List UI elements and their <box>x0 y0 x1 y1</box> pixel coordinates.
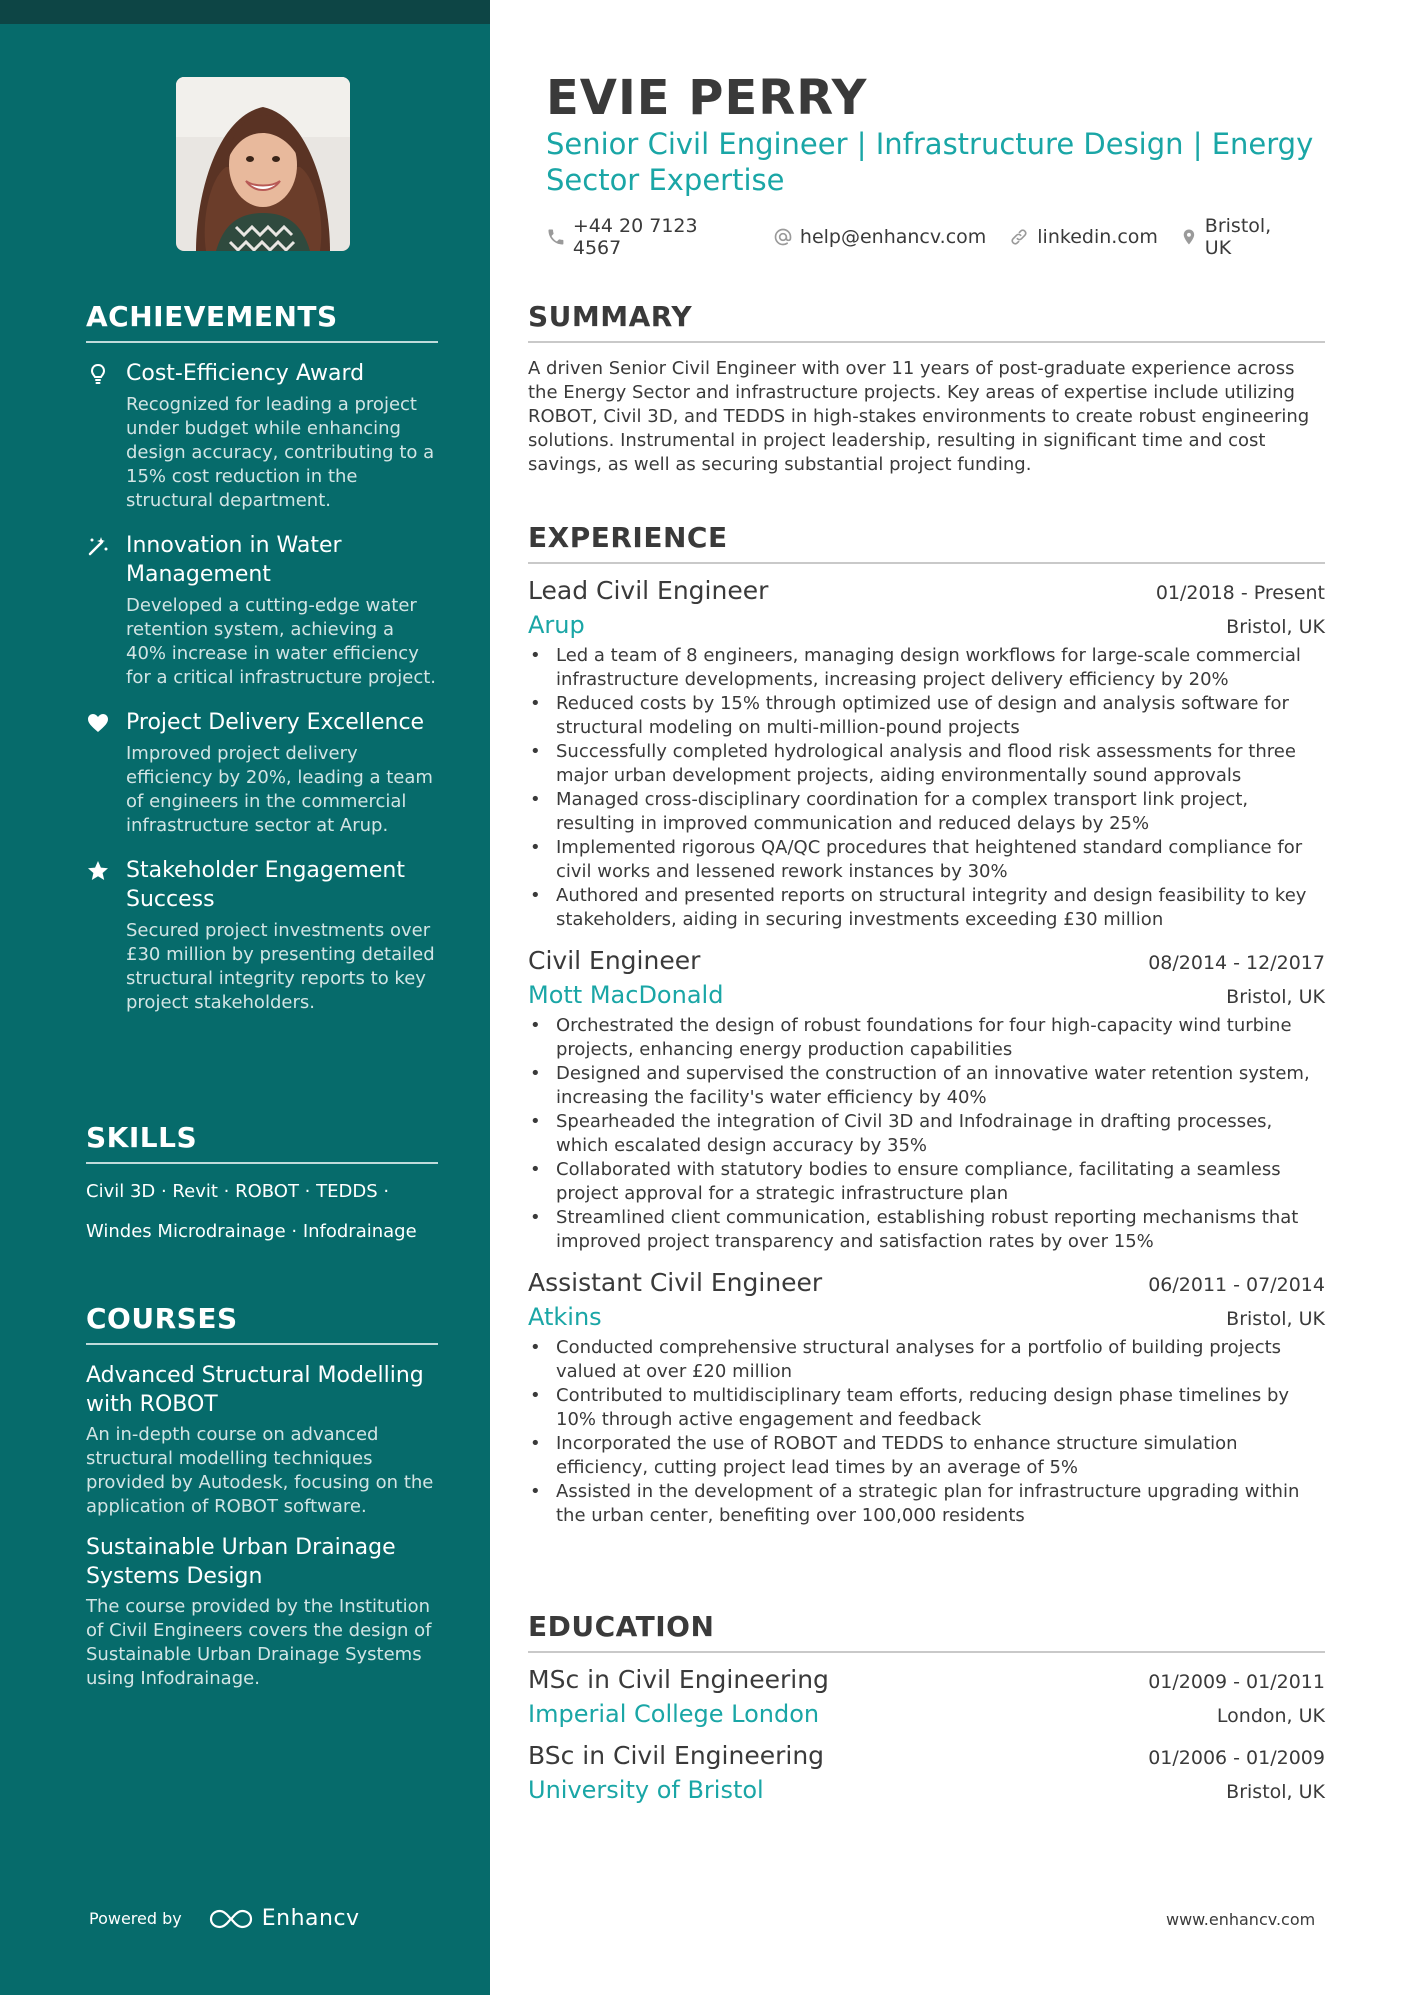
infinity-icon <box>208 1907 254 1931</box>
education-location: Bristol, UK <box>1226 1781 1325 1803</box>
contact-bar <box>546 215 1325 259</box>
job-date: 06/2011 - 07/2014 <box>1148 1274 1325 1296</box>
job-title: Civil Engineer <box>528 946 701 975</box>
courses-title: COURSES <box>86 1302 438 1345</box>
job-location: Bristol, UK <box>1226 1308 1325 1330</box>
job-bullet: • Conducted comprehensive structural analyses for a portfolio of building projects valued at over £20 million <box>528 1336 1325 1384</box>
course-desc: The course provided by the Institution of Civil Engineers covers the design of Sustainable Urban Drainage Systems using Infodrainage. <box>86 1596 432 1689</box>
skills-line: Windes Microdrainage · Infodrainage <box>86 1221 417 1242</box>
contact-location-text: Bristol, UK <box>1204 215 1272 259</box>
job-bullet: • Successfully completed hydrological analysis and flood risk assessments for three major urban development projects, aiding environmentally sound approvals <box>528 740 1325 788</box>
achievement-desc: Developed a cutting-edge water retention system, achieving a 40% increase in water efficiency for a critical infrastructure project. <box>126 595 437 688</box>
job-bullets <box>528 1336 1325 1528</box>
achievement-item <box>86 708 438 838</box>
education-entry <box>528 1663 1325 1731</box>
job-bullet: • Incorporated the use of ROBOT and TEDDS to enhance structure simulation efficiency, cutting project lead times by an average of 5% <box>528 1432 1325 1480</box>
lightbulb-icon <box>86 362 110 386</box>
job-title: Lead Civil Engineer <box>528 576 769 605</box>
job-location: Bristol, UK <box>1226 616 1325 638</box>
education-school: Imperial College London <box>528 1700 820 1728</box>
skills-line: Civil 3D · Revit · ROBOT · TEDDS · <box>86 1181 390 1202</box>
sidebar-top-band <box>0 0 490 24</box>
contact-phone-text: +44 20 7123 4567 <box>572 215 698 259</box>
job-bullet: • Authored and presented reports on structural integrity and design feasibility to key stakeholders, aiding in securing investments exceeding £30 million <box>528 884 1325 932</box>
achievement-desc: Secured project investments over £30 million by presenting detailed structural integrity reports to key project stakeholders. <box>126 920 435 1013</box>
job-date: 08/2014 - 12/2017 <box>1148 952 1325 974</box>
courses-section <box>86 1302 438 1691</box>
achievement-item <box>86 359 438 513</box>
summary-text: A driven Senior Civil Engineer with over 11 years of post-graduate experience across the Energy Sector and infrastructure projects. Key areas of expertise include utilizing ROBOT, Civil 3D, and TEDDS in high-stakes environments to create robust engineering solutions. Instrumental in project leadership, resulting in significant time and cost savings, as well as securing substantial project funding. <box>528 358 1310 475</box>
course-title: Sustainable Urban Drainage Systems Design <box>86 1535 396 1589</box>
job-company: Arup <box>528 611 585 639</box>
job-bullet: • Implemented rigorous QA/QC procedures that heightened standard compliance for civil works and lessened rework instances by 30% <box>528 836 1325 884</box>
course-title: Advanced Structural Modelling with ROBOT <box>86 1363 424 1417</box>
job-bullet: • Designed and supervised the construction of an innovative water retention system, increasing the facility's water efficiency by 40% <box>528 1062 1325 1110</box>
education-date: 01/2009 - 01/2011 <box>1148 1671 1325 1693</box>
education-title: EDUCATION <box>528 1610 1325 1653</box>
course-item <box>86 1361 438 1519</box>
achievement-desc: Improved project delivery efficiency by 20%, leading a team of engineers in the commercial infrastructure sector at Arup. <box>126 743 433 836</box>
education-school: University of Bristol <box>528 1776 764 1804</box>
enhancv-brand: Enhancv <box>261 1906 360 1931</box>
summary-title: SUMMARY <box>528 300 1325 343</box>
education-location: London, UK <box>1216 1705 1325 1727</box>
location-pin-icon <box>1180 226 1198 248</box>
education-date: 01/2006 - 01/2009 <box>1148 1747 1325 1769</box>
powered-by <box>89 1906 360 1931</box>
enhancv-logo[interactable] <box>208 1906 360 1931</box>
heart-icon <box>86 711 110 735</box>
achievement-item <box>86 856 438 1015</box>
experience-section <box>528 521 1325 1528</box>
sidebar <box>0 0 490 1995</box>
job-bullet: • Assisted in the development of a strategic plan for infrastructure upgrading within the urban center, benefiting over 100,000 residents <box>528 1480 1325 1528</box>
job-bullet: • Streamlined client communication, establishing robust reporting mechanisms that improved project transparency and satisfaction rates by over 15% <box>528 1206 1325 1254</box>
education-degree: MSc in Civil Engineering <box>528 1665 829 1694</box>
job-bullet: • Collaborated with statutory bodies to ensure compliance, facilitating a seamless project approval for a strategic infrastructure plan <box>528 1158 1325 1206</box>
contact-email[interactable] <box>773 226 986 248</box>
course-item <box>86 1533 438 1691</box>
experience-title: EXPERIENCE <box>528 521 1325 564</box>
education-degree: BSc in Civil Engineering <box>528 1741 825 1770</box>
job-bullets <box>528 644 1325 932</box>
phone-icon <box>546 227 566 247</box>
job-entry <box>528 1266 1325 1528</box>
job-entry <box>528 574 1325 932</box>
achievement-title: Cost-Efficiency Award <box>126 361 365 386</box>
achievement-title: Stakeholder Engagement Success <box>126 858 405 912</box>
course-desc: An in-depth course on advanced structural modelling techniques provided by Autodesk, focusing on the application of ROBOT software. <box>86 1424 434 1517</box>
education-section <box>528 1610 1325 1807</box>
contact-phone[interactable] <box>546 215 751 259</box>
achievement-item <box>86 531 438 690</box>
summary-section <box>528 300 1325 477</box>
website-link[interactable]: www.enhancv.com <box>1166 1910 1316 1929</box>
profile-photo-icon <box>176 77 350 251</box>
job-bullet: • Orchestrated the design of robust foundations for four high-capacity wind turbine projects, enhancing energy production capabilities <box>528 1014 1325 1062</box>
job-bullets <box>528 1014 1325 1254</box>
job-title: Assistant Civil Engineer <box>528 1268 823 1297</box>
job-entry <box>528 944 1325 1254</box>
skills-title: SKILLS <box>86 1121 438 1164</box>
job-bullet: • Reduced costs by 15% through optimized use of design and analysis software for structural modeling on multi-million-pound projects <box>528 692 1325 740</box>
job-bullet: • Contributed to multidisciplinary team efforts, reducing design phase timelines by 10% through active engagement and feedback <box>528 1384 1325 1432</box>
skills-section <box>86 1121 438 1252</box>
achievements-title: ACHIEVEMENTS <box>86 300 438 343</box>
achievement-title: Innovation in Water Management <box>126 533 342 587</box>
job-bullet: • Spearheaded the integration of Civil 3D and Infodrainage in drafting processes, which escalated design accuracy by 35% <box>528 1110 1325 1158</box>
job-bullet: • Managed cross-disciplinary coordination for a complex transport link project, resulting in improved communication and reduced delays by 25% <box>528 788 1325 836</box>
link-icon <box>1008 227 1030 247</box>
contact-linkedin-text: linkedin.com <box>1037 226 1158 248</box>
at-icon <box>773 227 793 247</box>
profile-photo <box>176 77 350 251</box>
job-bullet: • Led a team of 8 engineers, managing design workflows for large-scale commercial infrastructure developments, increasing project delivery efficiency by 20% <box>528 644 1325 692</box>
achievement-desc: Recognized for leading a project under budget while enhancing design accuracy, contributing to a 15% cost reduction in the structural department. <box>126 394 435 511</box>
wand-icon <box>86 534 110 558</box>
achievement-title: Project Delivery Excellence <box>126 710 425 735</box>
contact-email-text: help@enhancv.com <box>799 226 987 248</box>
powered-by-label: Powered by <box>89 1909 182 1928</box>
contact-linkedin[interactable] <box>1008 226 1158 248</box>
star-icon <box>86 859 110 883</box>
job-company: Mott MacDonald <box>528 981 724 1009</box>
candidate-headline: Senior Civil Engineer | Infrastructure Design | Energy Sector Expertise <box>546 127 1314 197</box>
job-company: Atkins <box>528 1303 602 1331</box>
contact-location <box>1180 215 1303 259</box>
achievements-section <box>86 300 438 1015</box>
education-entry <box>528 1739 1325 1807</box>
job-date: 01/2018 - Present <box>1155 582 1325 604</box>
candidate-name: EVIE PERRY <box>546 70 868 126</box>
job-location: Bristol, UK <box>1226 986 1325 1008</box>
